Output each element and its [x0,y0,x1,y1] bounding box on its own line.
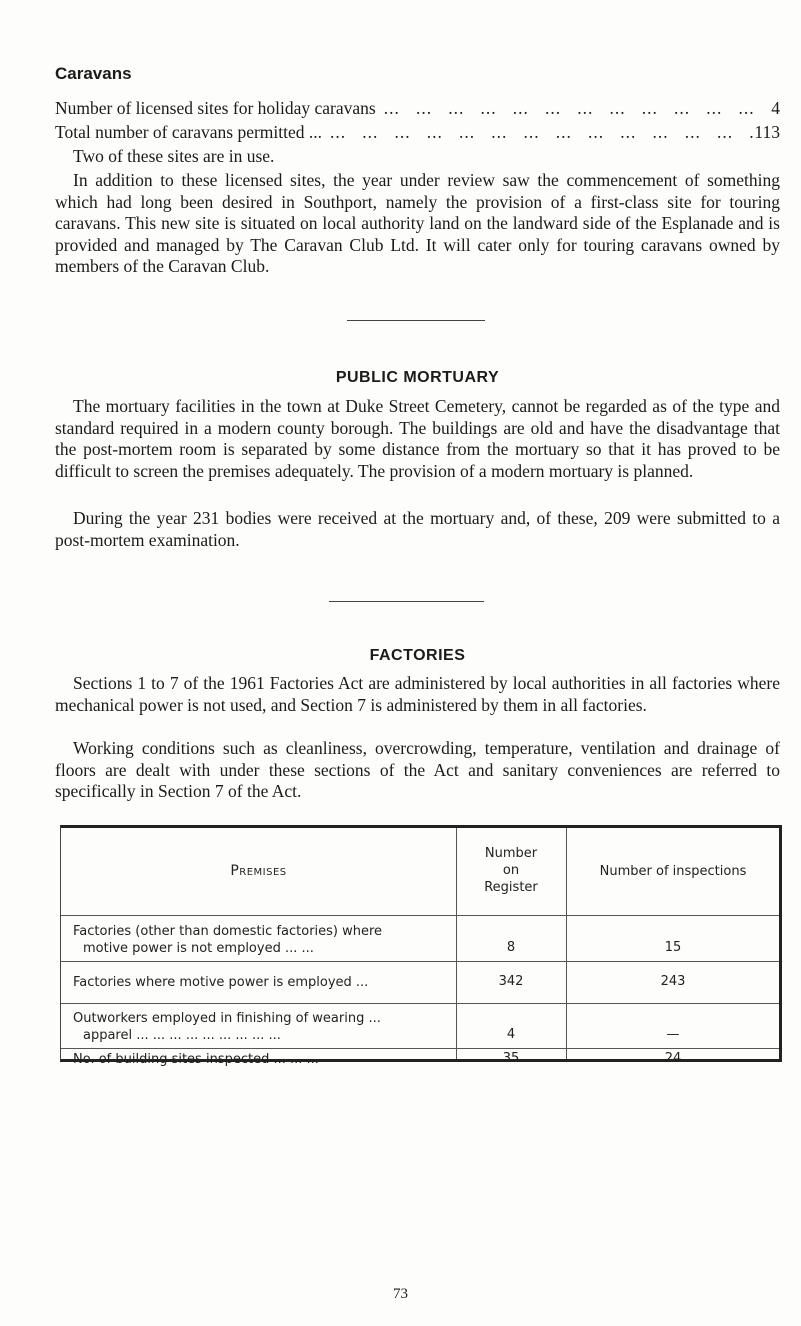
mortuary-paragraph-2: During the year 231 bodies were received at the mortuary and, of these, 209 were submitted to a post-mortem examination. [55,508,780,550]
factories-paragraph-2: Working conditions such as cleanliness, overcrowding, temperature, ventilation and drainage of floors are dealt with under these sections of the Act and sanitary conveniences are referred to specifically in Section 7 of the Act. [55,738,780,801]
row-divider [61,915,779,916]
caravans-heading: Caravans [55,64,132,83]
caravans-permitted-value: 113 [754,122,780,142]
caravans-permitted-label: Total number of caravans permitted ... [55,122,323,142]
mortuary-title: PUBLIC MORTUARY [335,369,500,386]
mortuary-paragraph-1: The mortuary facilities in the town at Duke Street Cemetery, cannot be regarded as of the type and standard required in a modern county borough. The buildings are old and have the disadvantage that the post-mortem room is separated by some distance from the mortuary so that it has proved to be difficult to screen the premises adequately. The provision of a modern mortuary is planned. [55,396,780,481]
premises-text: Factories where motive power is employed ... [73,975,369,990]
table-cell-register: 4 [506,1027,516,1042]
leader-dots [322,122,754,143]
caravans-permitted-row [55,122,780,146]
header-register [456,845,566,896]
table-row-premises [73,974,448,991]
table-cell-inspections: 243 [660,974,686,989]
premises-text: Factories (other than domestic factories) where [73,924,383,939]
factories-title: FACTORIES [369,647,466,664]
header-register-line: on [502,863,520,878]
header-register-line: Number [484,846,538,861]
row-divider [61,961,779,962]
table-cell-inspections: 15 [664,940,682,955]
row-divider [61,1003,779,1004]
header-register-line: Register [484,880,538,895]
table-cell-inspections: — [666,1027,680,1042]
section-divider [347,320,485,321]
premises-text: Outworkers employed in finishing of wearing ... [73,1011,381,1026]
premises-text: No. of building sites inspected ... ... ... [73,1052,319,1067]
table-row-premises [73,1051,448,1068]
licensed-sites-row [55,98,780,122]
licensed-sites-value: 4 [771,98,780,118]
premises-text: motive power is not employed ... ... [83,941,314,956]
premises-text: apparel ... ... ... ... ... ... ... ... ... [83,1028,281,1043]
header-premises: Premises [230,863,287,879]
caravans-note: Two of these sites are in use. [73,146,275,166]
section-divider [329,601,484,602]
licensed-sites-label: Number of licensed sites for holiday caravans [55,98,376,118]
table-cell-register: 8 [506,940,516,955]
table-cell-inspections: 24 [664,1051,682,1066]
table-cell-register: 342 [498,974,524,989]
factories-paragraph-1: Sections 1 to 7 of the 1961 Factories Act are administered by local authorities in all factories where mechanical power is not used, and Section 7 is administered by them in all factories. [55,673,780,715]
table-cell-register: 35 [502,1051,520,1066]
table-row-premises [73,1010,448,1044]
leader-dots [376,98,772,119]
row-divider [61,1048,779,1049]
header-inspections: Number of inspections [599,864,747,879]
page-number: 73 [393,1286,408,1302]
inspections-table [60,825,782,1067]
table-row-premises [73,923,448,957]
caravans-paragraph: In addition to these licensed sites, the year under review saw the commencement of something which had long been desired in Southport, namely the provision of a first-class site for touring caravans. This new site is situated on local authority land on the landward side of the Esplanade and is provided and managed by The Caravan Club Ltd. It will cater only for touring caravans owned by members of the Caravan Club. [55,170,780,276]
